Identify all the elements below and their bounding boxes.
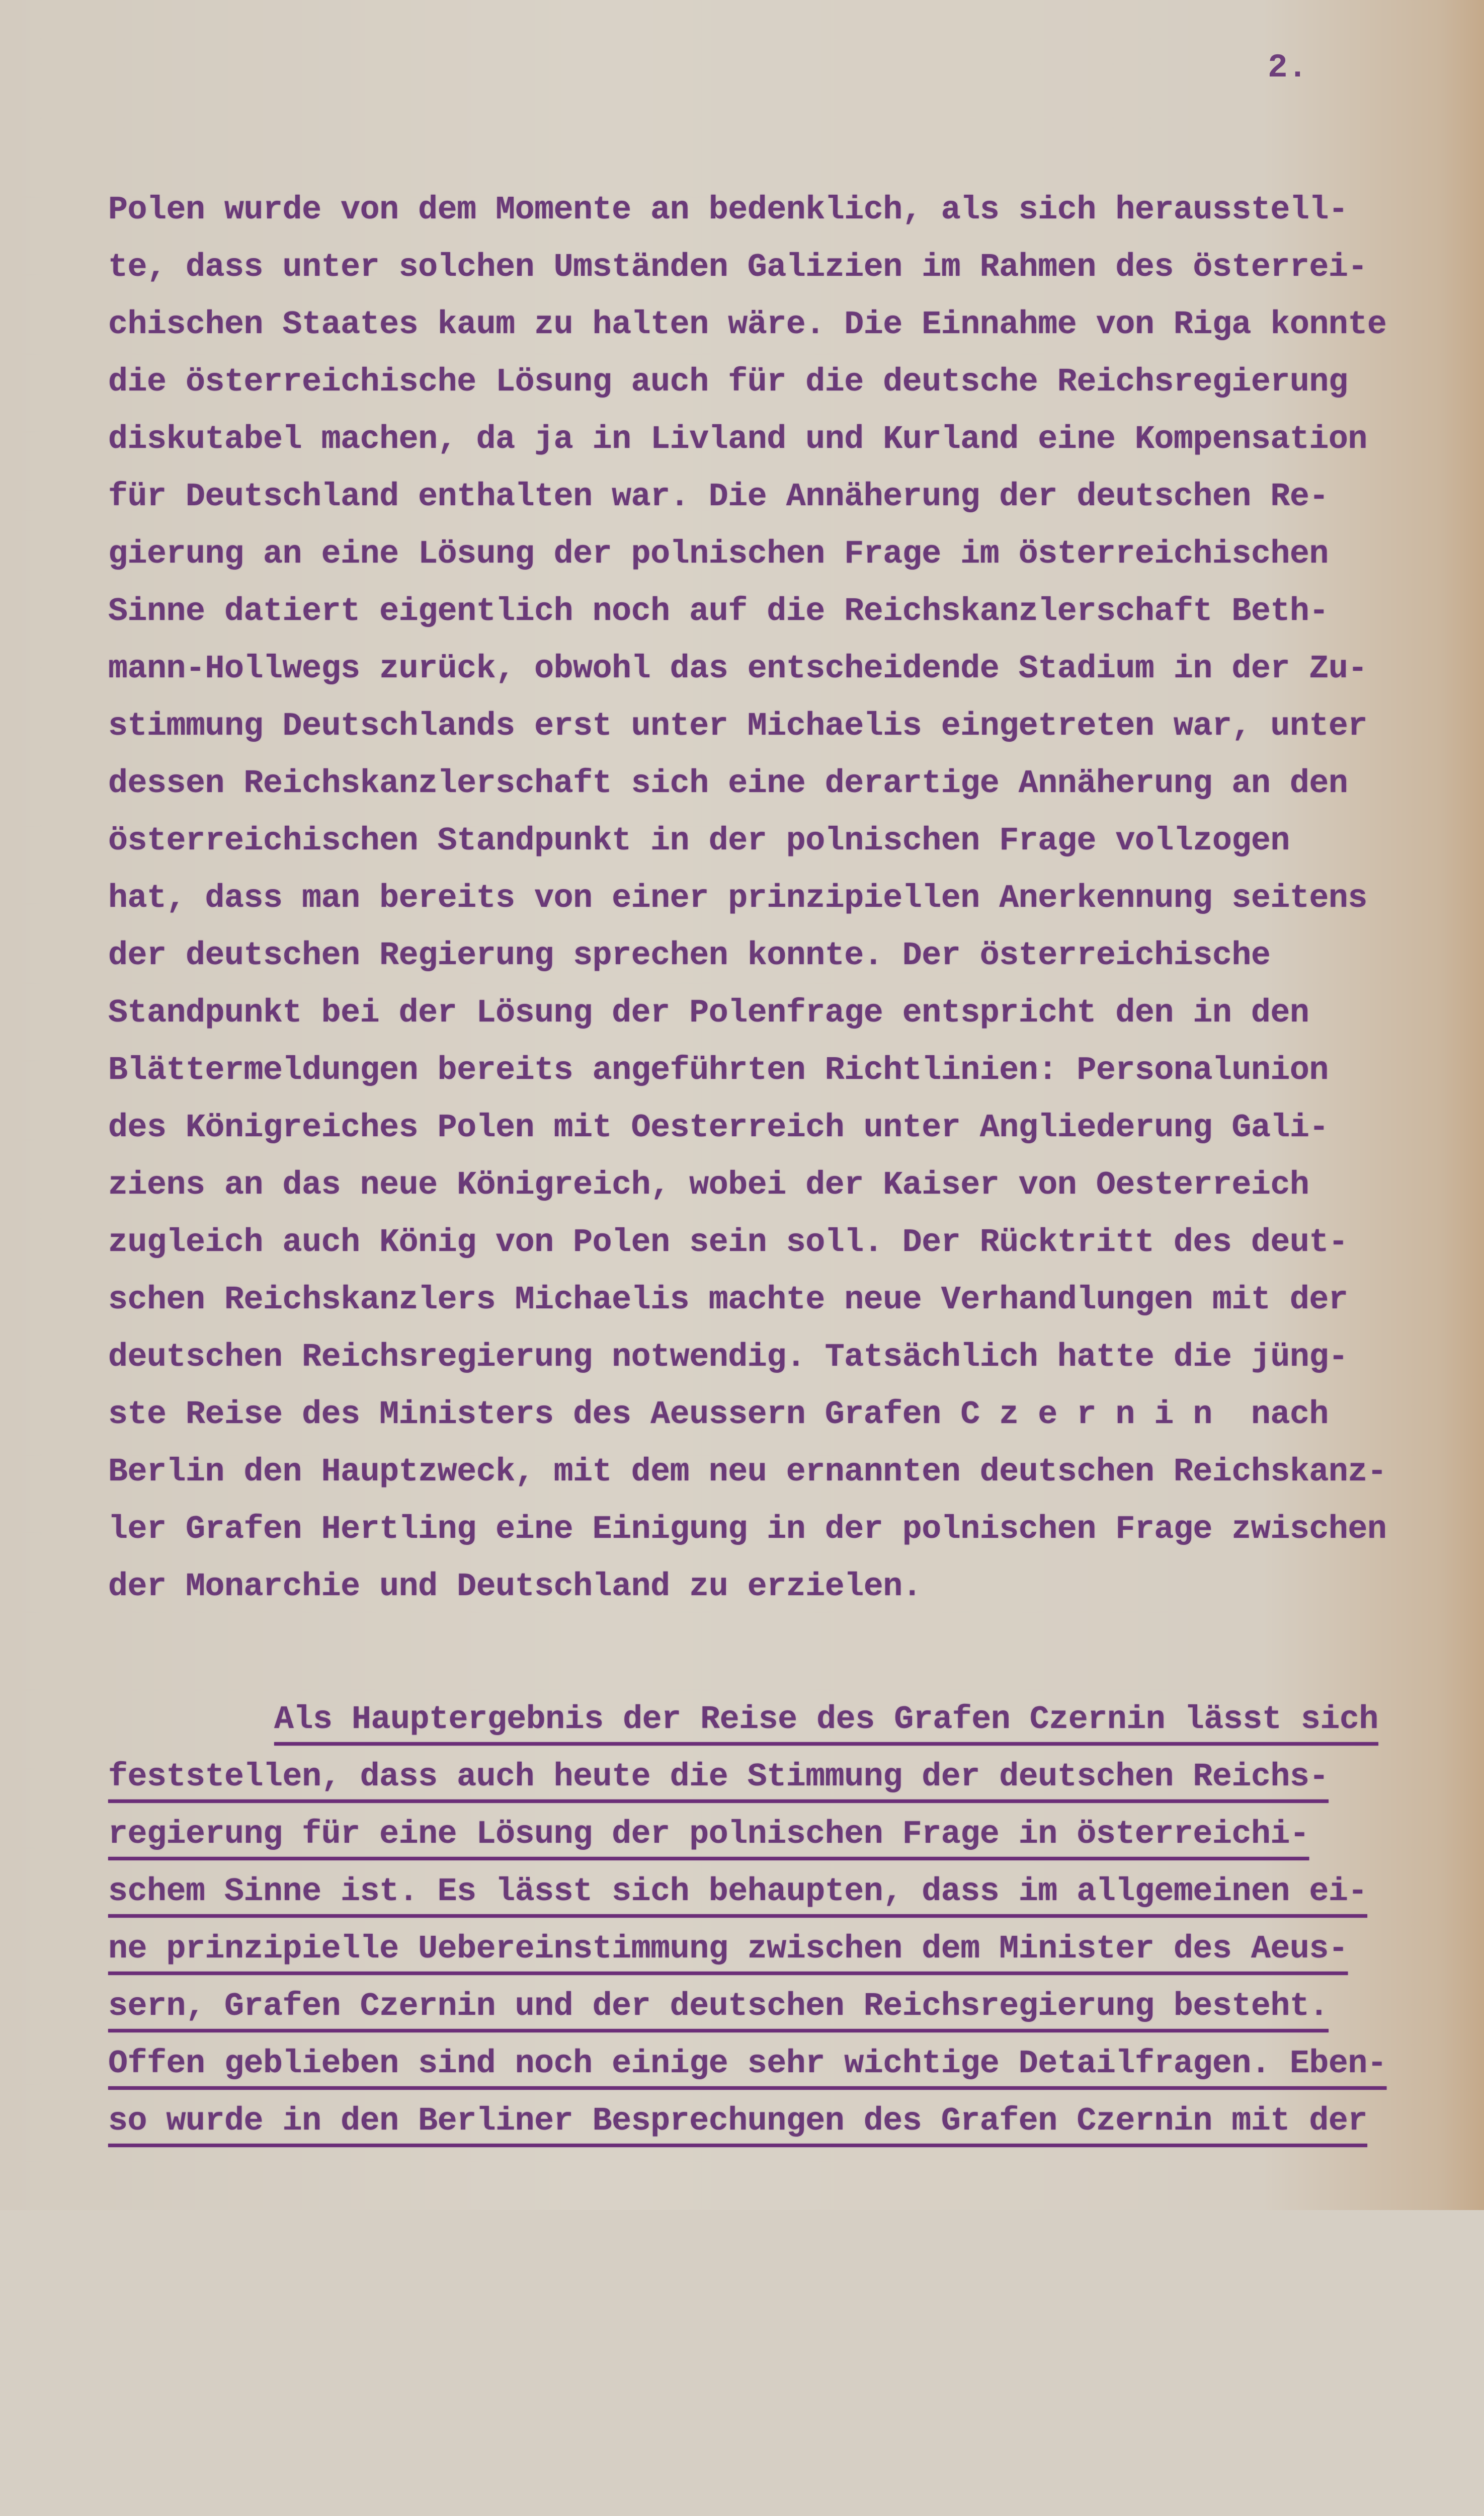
text-line: Als Hauptergebnis der Reise des Grafen Czernin lässt sich <box>274 1701 1378 1738</box>
text-line: ste Reise des Ministers des Aeussern Grafen C z e r n i n nach <box>108 1396 1329 1433</box>
document-body <box>108 181 1466 2150</box>
text-line: stimmung Deutschlands erst unter Michaelis eingetreten war, unter <box>108 707 1367 745</box>
text-line: regierung für eine Lösung der polnischen Frage in österreichi- <box>108 1816 1309 1853</box>
text-line: Blättermeldungen bereits angeführten Richtlinien: Personalunion <box>108 1052 1329 1089</box>
text-line: deutschen Reichsregierung notwendig. Tatsächlich hatte die jüng- <box>108 1339 1348 1376</box>
text-line: schen Reichskanzlers Michaelis machte neue Verhandlungen mit der <box>108 1281 1348 1318</box>
text-line: ler Grafen Hertling eine Einigung in der polnischen Frage zwischen <box>108 1511 1387 1548</box>
text-line: schem Sinne ist. Es lässt sich behaupten, dass im allgemeinen ei- <box>108 1873 1367 1910</box>
text-line: Polen wurde von dem Momente an bedenklich, als sich herausstell- <box>108 191 1348 228</box>
text-line: zugleich auch König von Polen sein soll. Der Rücktritt des deut- <box>108 1224 1348 1261</box>
text-line: te, dass unter solchen Umständen Galizien im Rahmen des österrei- <box>108 249 1367 286</box>
text-line: dessen Reichskanzlerschaft sich eine derartige Annäherung an den <box>108 765 1348 802</box>
text-line: der Monarchie und Deutschland zu erzielen. <box>108 1568 922 1605</box>
text-line: Standpunkt bei der Lösung der Polenfrage entspricht den in den <box>108 994 1309 1032</box>
text-line: so wurde in den Berliner Besprechungen des Grafen Czernin mit der <box>108 2102 1367 2140</box>
text-line: Berlin den Hauptzweck, mit dem neu ernannten deutschen Reichskanz- <box>108 1453 1387 1490</box>
text-line: sern, Grafen Czernin und der deutschen Reichsregierung besteht. <box>108 1988 1329 2025</box>
page-number: 2. <box>1268 49 1308 87</box>
text-line: ne prinzipielle Uebereinstimmung zwischen dem Minister des Aeus- <box>108 1930 1348 1968</box>
text-line: feststellen, dass auch heute die Stimmung der deutschen Reichs- <box>108 1758 1329 1795</box>
text-line: österreichischen Standpunkt in der polnischen Frage vollzogen <box>108 822 1290 859</box>
text-line: hat, dass man bereits von einer prinzipiellen Anerkennung seitens <box>108 880 1367 917</box>
text-line: ziens an das neue Königreich, wobei der Kaiser von Oesterreich <box>108 1166 1309 1204</box>
text-line: chischen Staates kaum zu halten wäre. Die Einnahme von Riga konnte <box>108 306 1387 343</box>
paragraph-2-underlined <box>108 1691 1466 2150</box>
text-line: der deutschen Regierung sprechen konnte. Der österreichische <box>108 937 1271 974</box>
text-line: gierung an eine Lösung der polnischen Frage im österreichischen <box>108 535 1329 573</box>
text-line: mann-Hollwegs zurück, obwohl das entscheidende Stadium in der Zu- <box>108 650 1367 687</box>
text-line: diskutabel machen, da ja in Livland und Kurland eine Kompensation <box>108 421 1367 458</box>
text-line: für Deutschland enthalten war. Die Annäherung der deutschen Re- <box>108 478 1329 515</box>
text-line: Sinne datiert eigentlich noch auf die Reichskanzlerschaft Beth- <box>108 593 1329 630</box>
paragraph-1 <box>108 181 1466 1615</box>
text-line: des Königreiches Polen mit Oesterreich unter Angliederung Gali- <box>108 1109 1329 1146</box>
text-line: Offen geblieben sind noch einige sehr wichtige Detailfragen. Eben- <box>108 2045 1387 2082</box>
text-line: die österreichische Lösung auch für die deutsche Reichsregierung <box>108 363 1348 401</box>
